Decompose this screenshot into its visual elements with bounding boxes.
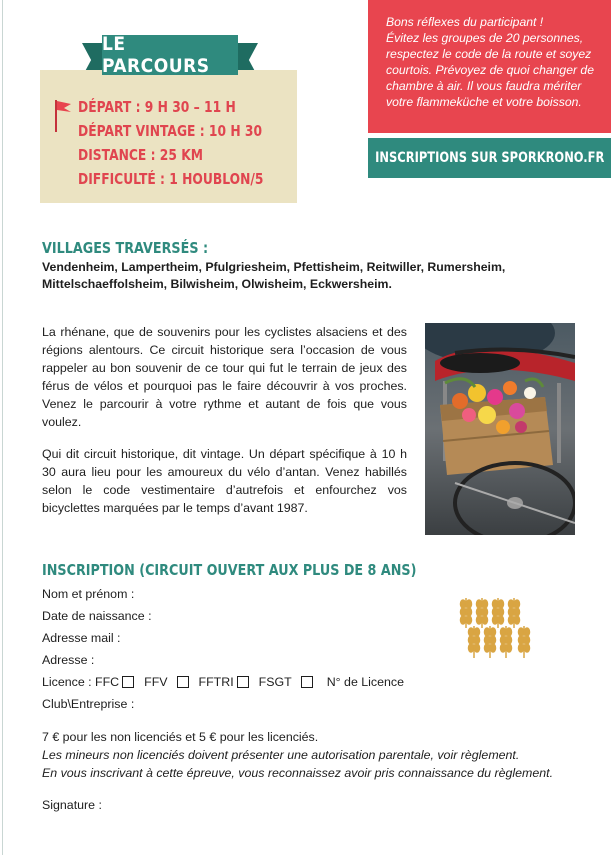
flag-icon	[52, 98, 72, 132]
tips-line: courtois. Prévoyez de quoi changer de	[386, 63, 594, 77]
tips-line: votre flammeküche et votre boisson.	[386, 95, 582, 109]
licence-field	[42, 671, 404, 693]
minors-note: Les mineurs non licenciés doivent présenter une autorisation parentale, voir règlement.	[42, 748, 520, 762]
description-paragraph-1: La rhénane, que de souvenirs pour les cyclistes alsaciens et des régions alentours. Ce circuit historique sera l’occasion de vous rappeler au bon souvenir de ce tour qui fut le terrain de jeux des férus de vélos et pourquoi pas le faire découvrir à vos proches. Venez le parcourir à votre rythme et autant de fois que vous voulez.	[42, 325, 407, 429]
tips-line: chambre à air. Il vous faudra mériter	[386, 79, 582, 93]
name-field[interactable]	[42, 583, 404, 605]
licence-ffv-checkbox[interactable]	[177, 676, 189, 688]
inscription-heading: INSCRIPTION (CIRCUIT OUVERT AUX PLUS DE 8 ANS)	[42, 561, 417, 579]
licence-option-label: FFTRI	[198, 675, 234, 689]
licence-fsgt-checkbox[interactable]	[301, 676, 313, 688]
licence-number-label[interactable]: N° de Licence	[326, 675, 404, 689]
registration-banner-text: INSCRIPTIONS SUR SPORKRONO.FR	[374, 150, 605, 166]
price-text: 7 € pour les non licenciés et 5 € pour les licenciés.	[42, 730, 319, 744]
email-label: Adresse mail :	[42, 631, 121, 645]
tips-line: Bons réflexes du participant !	[386, 15, 544, 29]
course-banner	[82, 35, 258, 79]
course-info-lines	[78, 95, 263, 191]
tips-text	[386, 14, 601, 110]
licence-fftri-checkbox[interactable]	[237, 676, 249, 688]
villages-list	[42, 259, 582, 293]
birth-date-field[interactable]	[42, 605, 404, 627]
address-label: Adresse :	[42, 653, 95, 667]
signature-field[interactable]: Signature :	[42, 798, 102, 812]
club-label: Club\Entreprise :	[42, 697, 135, 711]
villages-heading: VILLAGES TRAVERSÉS :	[42, 239, 209, 257]
name-label: Nom et prénom :	[42, 587, 135, 601]
description-paragraph-2: Qui dit circuit historique, dit vintage. Un départ spécifique à 10 h 30 aura lieu pour les amoureux du vélo d’antan. Venez habillés selon le code vestimentaire d’autrefois et enfourchez vos bicyclettes marquées par le temps d’avant 1987.	[42, 447, 407, 515]
banner-title: LE PARCOURS	[102, 35, 238, 75]
licence-option-label: FFV	[144, 675, 168, 689]
villages-line: Mittelschaeffolsheim, Bilwisheim, Olwisheim, Eckwersheim.	[42, 277, 392, 291]
licence-option-label: FSGT	[258, 675, 292, 689]
licence-option-label: FFC	[95, 675, 120, 689]
licence-label: Licence :	[42, 675, 92, 689]
club-field[interactable]	[42, 693, 404, 715]
price-info	[42, 728, 553, 782]
info-start: DÉPART : 9 H 30 – 11 H	[78, 98, 236, 116]
licence-ffc-checkbox[interactable]	[122, 676, 134, 688]
tips-line: respectez le code de la route et soyez	[386, 47, 592, 61]
info-distance: DISTANCE : 25 KM	[78, 146, 203, 164]
inscription-form	[42, 583, 404, 715]
registration-banner[interactable]	[368, 138, 611, 178]
wheat-icon	[458, 596, 540, 660]
villages-line: Vendenheim, Lampertheim, Pfulgriesheim, Pfettisheim, Reitwiller, Rumersheim,	[42, 260, 506, 274]
email-field[interactable]	[42, 627, 404, 649]
bicycle-flower-crate-photo	[425, 323, 575, 535]
birth-date-label: Date de naissance :	[42, 609, 152, 623]
rules-note: En vous inscrivant à cette épreuve, vous reconnaissez avoir pris connaissance du règlement.	[42, 766, 554, 780]
info-difficulty: DIFFICULTÉ : 1 HOUBLON/5	[78, 170, 264, 188]
info-vintage-start: DÉPART VINTAGE : 10 H 30	[78, 122, 263, 140]
address-field[interactable]	[42, 649, 404, 671]
tips-line: Évitez les groupes de 20 personnes,	[386, 31, 584, 45]
page-edge-line	[2, 0, 3, 855]
